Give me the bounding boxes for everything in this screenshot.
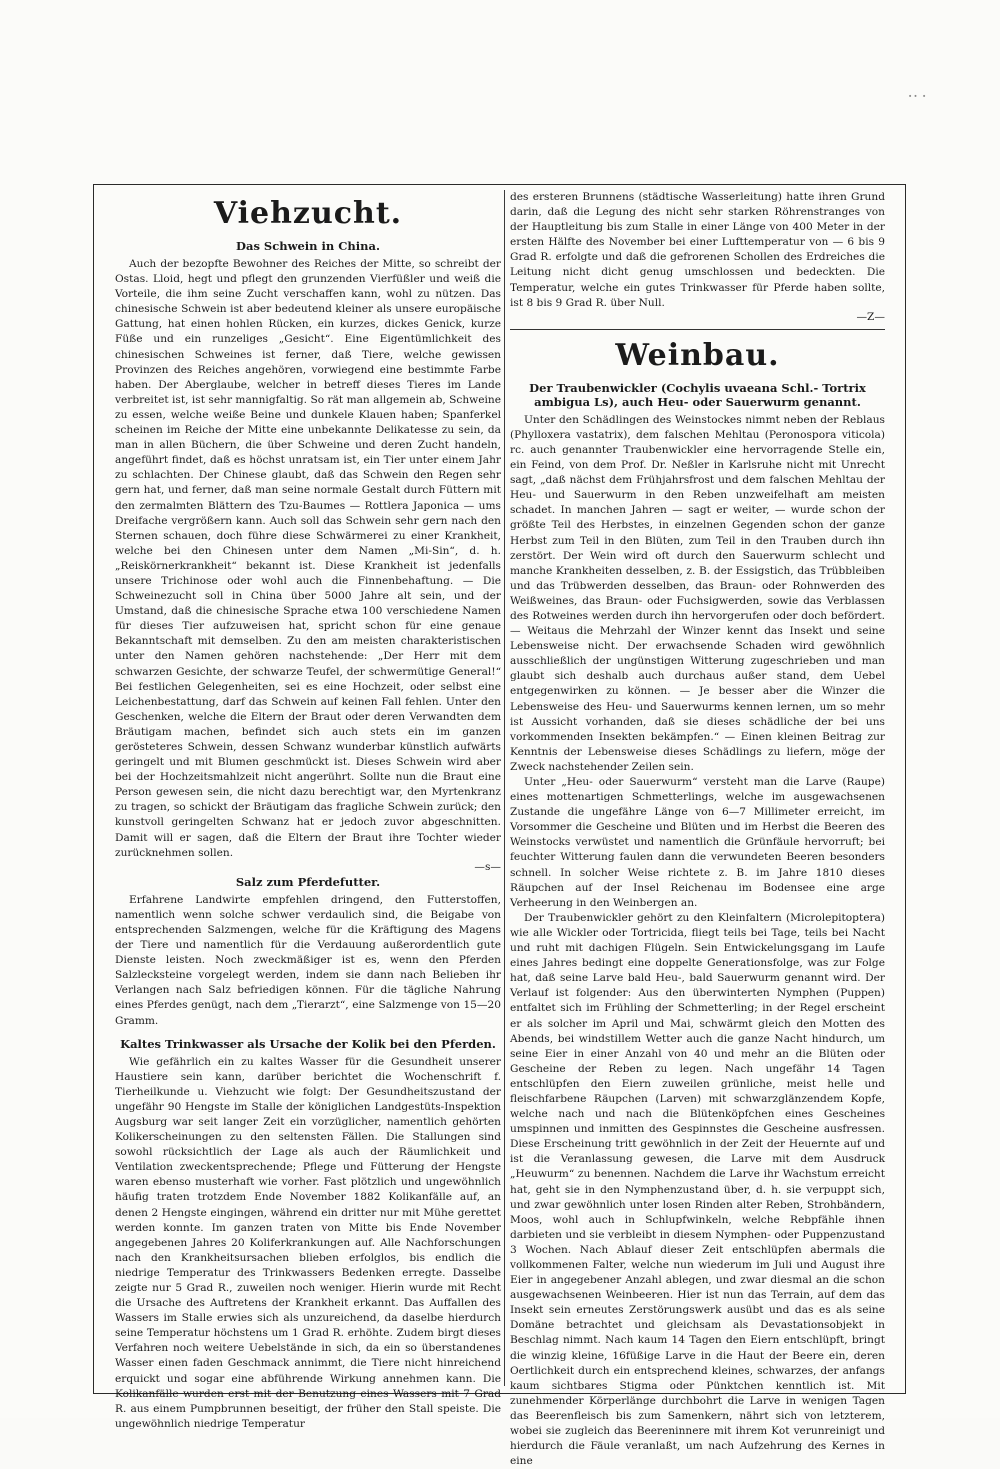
column-divider [504, 190, 505, 1386]
section-title-viehzucht: Viehzucht. [213, 196, 403, 231]
article-title-salz: Salz zum Pferdefutter. [235, 874, 381, 889]
section-title-weinbau: Weinbau. [615, 337, 780, 373]
article-title-schwein: Das Schwein in China. [236, 239, 380, 253]
left-column [115, 190, 501, 1430]
section-rule [510, 329, 885, 330]
article-title-traubenwickler: Der Traubenwickler (Cochylis uvaeana Schl.- Tortrix ambigua Ls), auch Heu- oder Sauerwurm genannt. [529, 380, 866, 409]
article-signature-z: —Z— [856, 310, 885, 323]
article-body-traubenwickler-3: Der Traubenwickler gehört zu den Kleinfaltern (Microlepitoptera) wie alle Wickler oder Tortricida, fliegt teils bei Tage, teils bei Nacht und ruht mit dachigen Flügeln. Sein Entwickelungsgang im Laufe eines Jahres bedingt eine doppelte Generationsfolge, was zur Folge hat, daß seine Larve bald Heu-, bald Sauerwurm genannt wird. Der Verlauf ist folgender: Aus den überwinterten Nymphen (Puppen) entfaltet sich im Frühling der Schmetterling; in der Regel erscheint er als solcher im April und Mai, schwärmt gleich den Motten des Abends, bei windstillem Wetter auch die ganze Nacht hindurch, um seine Eier in einer Anzahl von 40 und mehr an die Blüten oder Gescheine der Reben zu legen. Nach ungefähr 14 Tagen entschlüpfen den Eiern zuweilen grünliche, meist helle und fleischfarbene Räupchen (Larven) mit schwarzglänzendem Kopfe, welche nach und nach die Blütenköpfchen eines Gescheines umspinnen und inmitten des Gespinnstes die Gescheine ausfressen. Diese Erscheinung tritt gewöhnlich in der Zeit der Heuernte auf und ist die Veranlassung gewesen, die Larve mit dem Ausdruck „Heuwurm“ zu benennen. Nachdem die Larve ihr Wachstum erreicht hat, geht sie in den Nymphenzustand über, d. h. sie verpuppt sich, und zwar gewöhnlich unter losen Rinden alter Reben, Strohbändern, Moos, wohl auch in Schlupfwinkeln, welche Rebpfähle ihnen darbieten und sie verbleibt in diesem Nymphen- oder Puppenzustand 3 Wochen. Nach Ablauf dieser Zeit entschlüpfen abermals die vollkommenen Falter, welche nun wiederum im Juli und August ihre Eier in angegebener Anzahl ablegen, und zwar diesmal an die schon ausgewachsenen Weinbeeren. Hier ist nun das Terrain, auf dem das Insekt sein erneutes Zerstörungswerk ausübt und das es als seine Domäne betrachtet und gleichsam als Devastationsobjekt in Beschlag nimmt. Nach kaum 14 Tagen den Eiern entschlüpft, bringt die winzig kleine, 16füßige Larve in die Haut der Beere ein, deren Oertlichkeit durch ein entsprechend kleines, schwarzes, der anfangs kaum sichtbares Stigma oder Pünktchen kenntlich ist. Mit zunehmender Körperlänge durchbohrt die Larve in wenigen Tagen das Beerenfleisch bis zum Samenkern, nährt sich von letzterem, wobei sie zugleich das Beereninnere mit ihrem Kot verunreinigt und hierdurch die Fäule veranlaßt, um nach Aufzehrung des Kernes in eine [510, 911, 885, 1468]
article-title-kolik: Kaltes Trinkwasser als Ursache der Kolik bei den Pferden. [120, 1036, 496, 1051]
scan-mark: ∙∙ ∙ [908, 92, 928, 100]
article-body-schwein: Auch der bezopfte Bewohner des Reiches der Mitte, so schreibt der Ostas. Lloid, hegt und pflegt den grunzenden Vierfüßler und weiß die Vorteile, die ihm seine Zucht verschaffen kann, wohl zu nützen. Das chinesische Schwein ist aber bedeutend kleiner als unsere europäische Gattung, hat einen hohlen Rücken, ein kurzes, dickes Genick, kurze Füße und ein runzeliges „Gesicht“. Eine Eigentümlichkeit des chinesischen Schweines ist ferner, daß Tiere, welche gewissen Provinzen des Reiches angehören, vorwiegend eine bestimmte Farbe haben. Der Aberglaube, welcher in betreff dieses Tieres im Lande verbreitet ist, ist sehr mannigfaltig. So rät man allgemein ab, Schweine zu essen, welche weiße Beine und dunkele Klauen haben; Spanferkel scheinen im Reiche der Mitte eine unbekannte Delikatesse zu sein, da man in allen Büchern, die über Schweine und deren Zucht handeln, angeführt findet, daß es höchst unratsam ist, ein Tier unter einem Jahr zu schlachten. Der Chinese glaubt, daß das Schwein den Regen sehr gern hat, und ferner, daß man seine normale Gestalt durch Füttern mit den zermalmten Blättern des Tzu-Baumes — Rottlera Japonica — ums Dreifache vergrößern kann. Auch soll das Schwein sehr gern nach den Sternen schauen, doch führe diese Schwärmerei zu einer Krankheit, welche bei den Chinesen unter dem Namen „Mi-Sin“, d. h. „Reiskörnerkrankheit“ bekannt ist. Diese Krankheit ist jedenfalls unsere Trichinose oder wohl auch die Finnenbehaftung. — Die Schweinezucht soll in China über 5000 Jahre alt sein, und der Umstand, daß die chinesische Sprache etwa 100 verschiedene Namen für dieses Tier aufzuweisen hat, spricht schon für eine genaue Bekanntschaft mit demselben. Zu den am meisten charakteristischen unter den Namen gehören nachstehende: „Der Herr mit dem schwarzen Gesichte, der schwarze Teufel, der schwermütige General!“ Bei festlichen Gelegenheiten, sei es eine Hochzeit, oder selbst eine Leichenbestattung, darf das Schwein auf keinen Fall fehlen. Unter den Geschenken, welche die Eltern der Braut oder deren Verwandten dem Bräutigam machen, befindet sich auch stets ein im ganzen gerösteteres Schwein, dessen Schwanz wunderbar künstlich aufwärts geringelt und mit Blumen geschmückt ist. Dieses Schwein wird aber bei der Hochzeitsmahlzeit nicht angerührt. Sollte nun die Braut eine Person gewesen sein, die nicht dazu berechtigt war, den Myrtenkranz zu tragen, so schickt der Bräutigam das fragliche Schwein zurück; den kunstvoll geringelten Schwanz hat er jedoch zuvor abgeschnitten. Damit will er sagen, daß die Eltern der Braut ihre Tochter wieder zurücknehmen sollen. [115, 258, 501, 859]
article-body-kolik-continued: des ersteren Brunnens (städtische Wasserleitung) hatte ihren Grund darin, daß die Legung des nicht sehr starken Röhrenstranges von der Hauptleitung bis zum Stalle in einer Länge von 400 Meter in der ersten Hälfte des November bei einer Lufttemperatur von — 6 bis 9 Grad R. erfolgte und daß die gefrorenen Schollen des Erdreiches die Leitung nicht dicht genug umschlossen und bedeckten. Die Temperatur, welche ein gutes Trinkwasser für Pferde haben sollte, ist 8 bis 9 Grad R. über Null. [510, 191, 885, 309]
article-signature: —s— [474, 860, 501, 873]
article-body-salz: Erfahrene Landwirte empfehlen dringend, den Futterstoffen, namentlich wenn solche schwer verdaulich sind, die Beigabe von entsprechenden Salzmengen, welche für die Kräftigung des Magens der Tiere und namentlich für die Verdauung außerordentlich gute Dienste leisten. Noch zweckmäßiger ist es, wenn den Pferden Salzlecksteine vorgelegt werden, indem sie dann nach Belieben ihr Verlangen nach Salz befriedigen können. Für die tägliche Nahrung eines Pferdes genügt, nach dem „Tierarzt“, eine Salzmenge von 15—20 Gramm. [115, 893, 501, 1027]
article-body-kolik: Wie gefährlich ein zu kaltes Wasser für die Gesundheit unserer Haustiere sein kann, darüber berichtet die Wochenschrift f. Tierheilkunde u. Viehzucht wie folgt: Der Gesundheitszustand der ungefähr 90 Hengste im Stalle der königlichen Landgestüts-Inspektion Augsburg war seit langer Zeit ein vorzüglicher, namentlich gehörten Kolikerscheinungen zu den seltensten Fällen. Die Stallungen sind sowohl rücksichtlich der Lage als auch der Räumlichkeit und Ventilation zweckentsprechende; Pflege und Fütterung der Hengste waren ebenso musterhaft wie vorher. Fast plötzlich und ungewöhnlich häufig traten trotzdem Ende November 1882 Kolikanfälle auf, an denen 2 Hengste eingingen, während ein dritter nur mit Mühe gerettet werden konnte. Im ganzen traten von Mitte bis Ende November angegebenen Jahres 20 Koliferkrankungen auf. Alle Nachforschungen nach den Krankheitsursachen blieben erfolglos, bis endlich die niedrige Temperatur des Trinkwassers Bedenken erregte. Dasselbe zeigte nur 5 Grad R., zuweilen noch weniger. Hierin wurde mit Recht die Ursache des Auftretens der Krankheit erkannt. Das Auffallen des Wassers im Stalle erwies sich als unzureichend, da daselbe hierdurch seine Temperatur höchstens um 1 Grad R. erhöhte. Zudem birgt dieses Verfahren noch weitere Uebelstände in sich, da ein so überstandenes Wasser einen faden Geschmack annimmt, die Tiere nicht hinreichend erquickt und sogar eine abführende Wirkung annehmen kann. Die Kolikanfälle wurden erst mit der Benutzung eines Wassers mit 7 Grad R. aus einem Pumpbrunnen beseitigt, der früher den Stall speiste. Die ungewöhnlich niedrige Temperatur [115, 1055, 501, 1430]
article-body-traubenwickler-1: Unter den Schädlingen des Weinstockes nimmt neben der Reblaus (Phylloxera vastatrix), dem falschen Mehltau (Peronospora viticola) rc. auch genannter Traubenwickler eine hervorragende Stelle ein, ein Feind, von dem Prof. Dr. Neßler in Karlsruhe nicht mit Unrecht sagt, „daß nächst dem Frühjahrsfrost und dem falschen Mehltau der Heu- und Sauerwurm in den Reben unzweifelhaft am meisten schadet. In manchen Jahren — sagt er weiter, — wurde schon der größte Teil des Herbstes, in einzelnen Gegenden schon der ganze Herbst zum Teil in den Blüten, zum Teil in den Trauben durch ihn zerstört. Der Wein wird oft durch den Sauerwurm schlecht und manche Krankheiten desselben, z. B. der Essigstich, das Trübbleiben und das Trübwerden desselben, das Braun- oder Rohnwerden des Weißweines, das Braun- oder Fuchsigwerden, sowie das Verblassen des Rotweines werden durch ihn hervorgerufen oder doch befördert. — Weitaus die Mehrzahl der Winzer kennt das Insekt und seine Lebensweise nicht. Der erwachsende Schaden wird gewöhnlich ausschließlich der ungünstigen Witterung zugeschrieben und man glaubt sich deshalb auch durchaus außer stand, dem Uebel entgegenwirken zu können. — Je besser aber die Winzer die Lebensweise des Heu- und Sauerwurms kennen lernen, um so mehr ist Aussicht vorhanden, daß sie dieses schädliche der bei uns vorkommenden Insekten bekämpfen.“ — Einen kleinen Beitrag zur Kenntnis der Lebensweise dieses Schädlings zu liefern, möge der Zweck nachstehender Zeilen sein. [510, 413, 885, 773]
right-column [510, 190, 885, 1468]
article-body-traubenwickler-2: Unter „Heu- oder Sauerwurm“ versteht man die Larve (Raupe) eines mottenartigen Schmetterlings, welche im ausgewachsenen Zustande die ungefähre Länge von 6—7 Millimeter erreicht, im Vorsommer die Gescheine und Blüten und im Herbst die Beeren des Weinstocks verwüstet und namentlich die Grünfäule hervorruft; bei feuchter Witterung faulen dann die verwundeten Beeren besonders schnell. In solcher Weise richtete z. B. im Jahre 1810 dieses Räupchen auf der Insel Reichenau im Bodensee eine arge Verheerung in den Weinbergen an. [510, 776, 885, 909]
